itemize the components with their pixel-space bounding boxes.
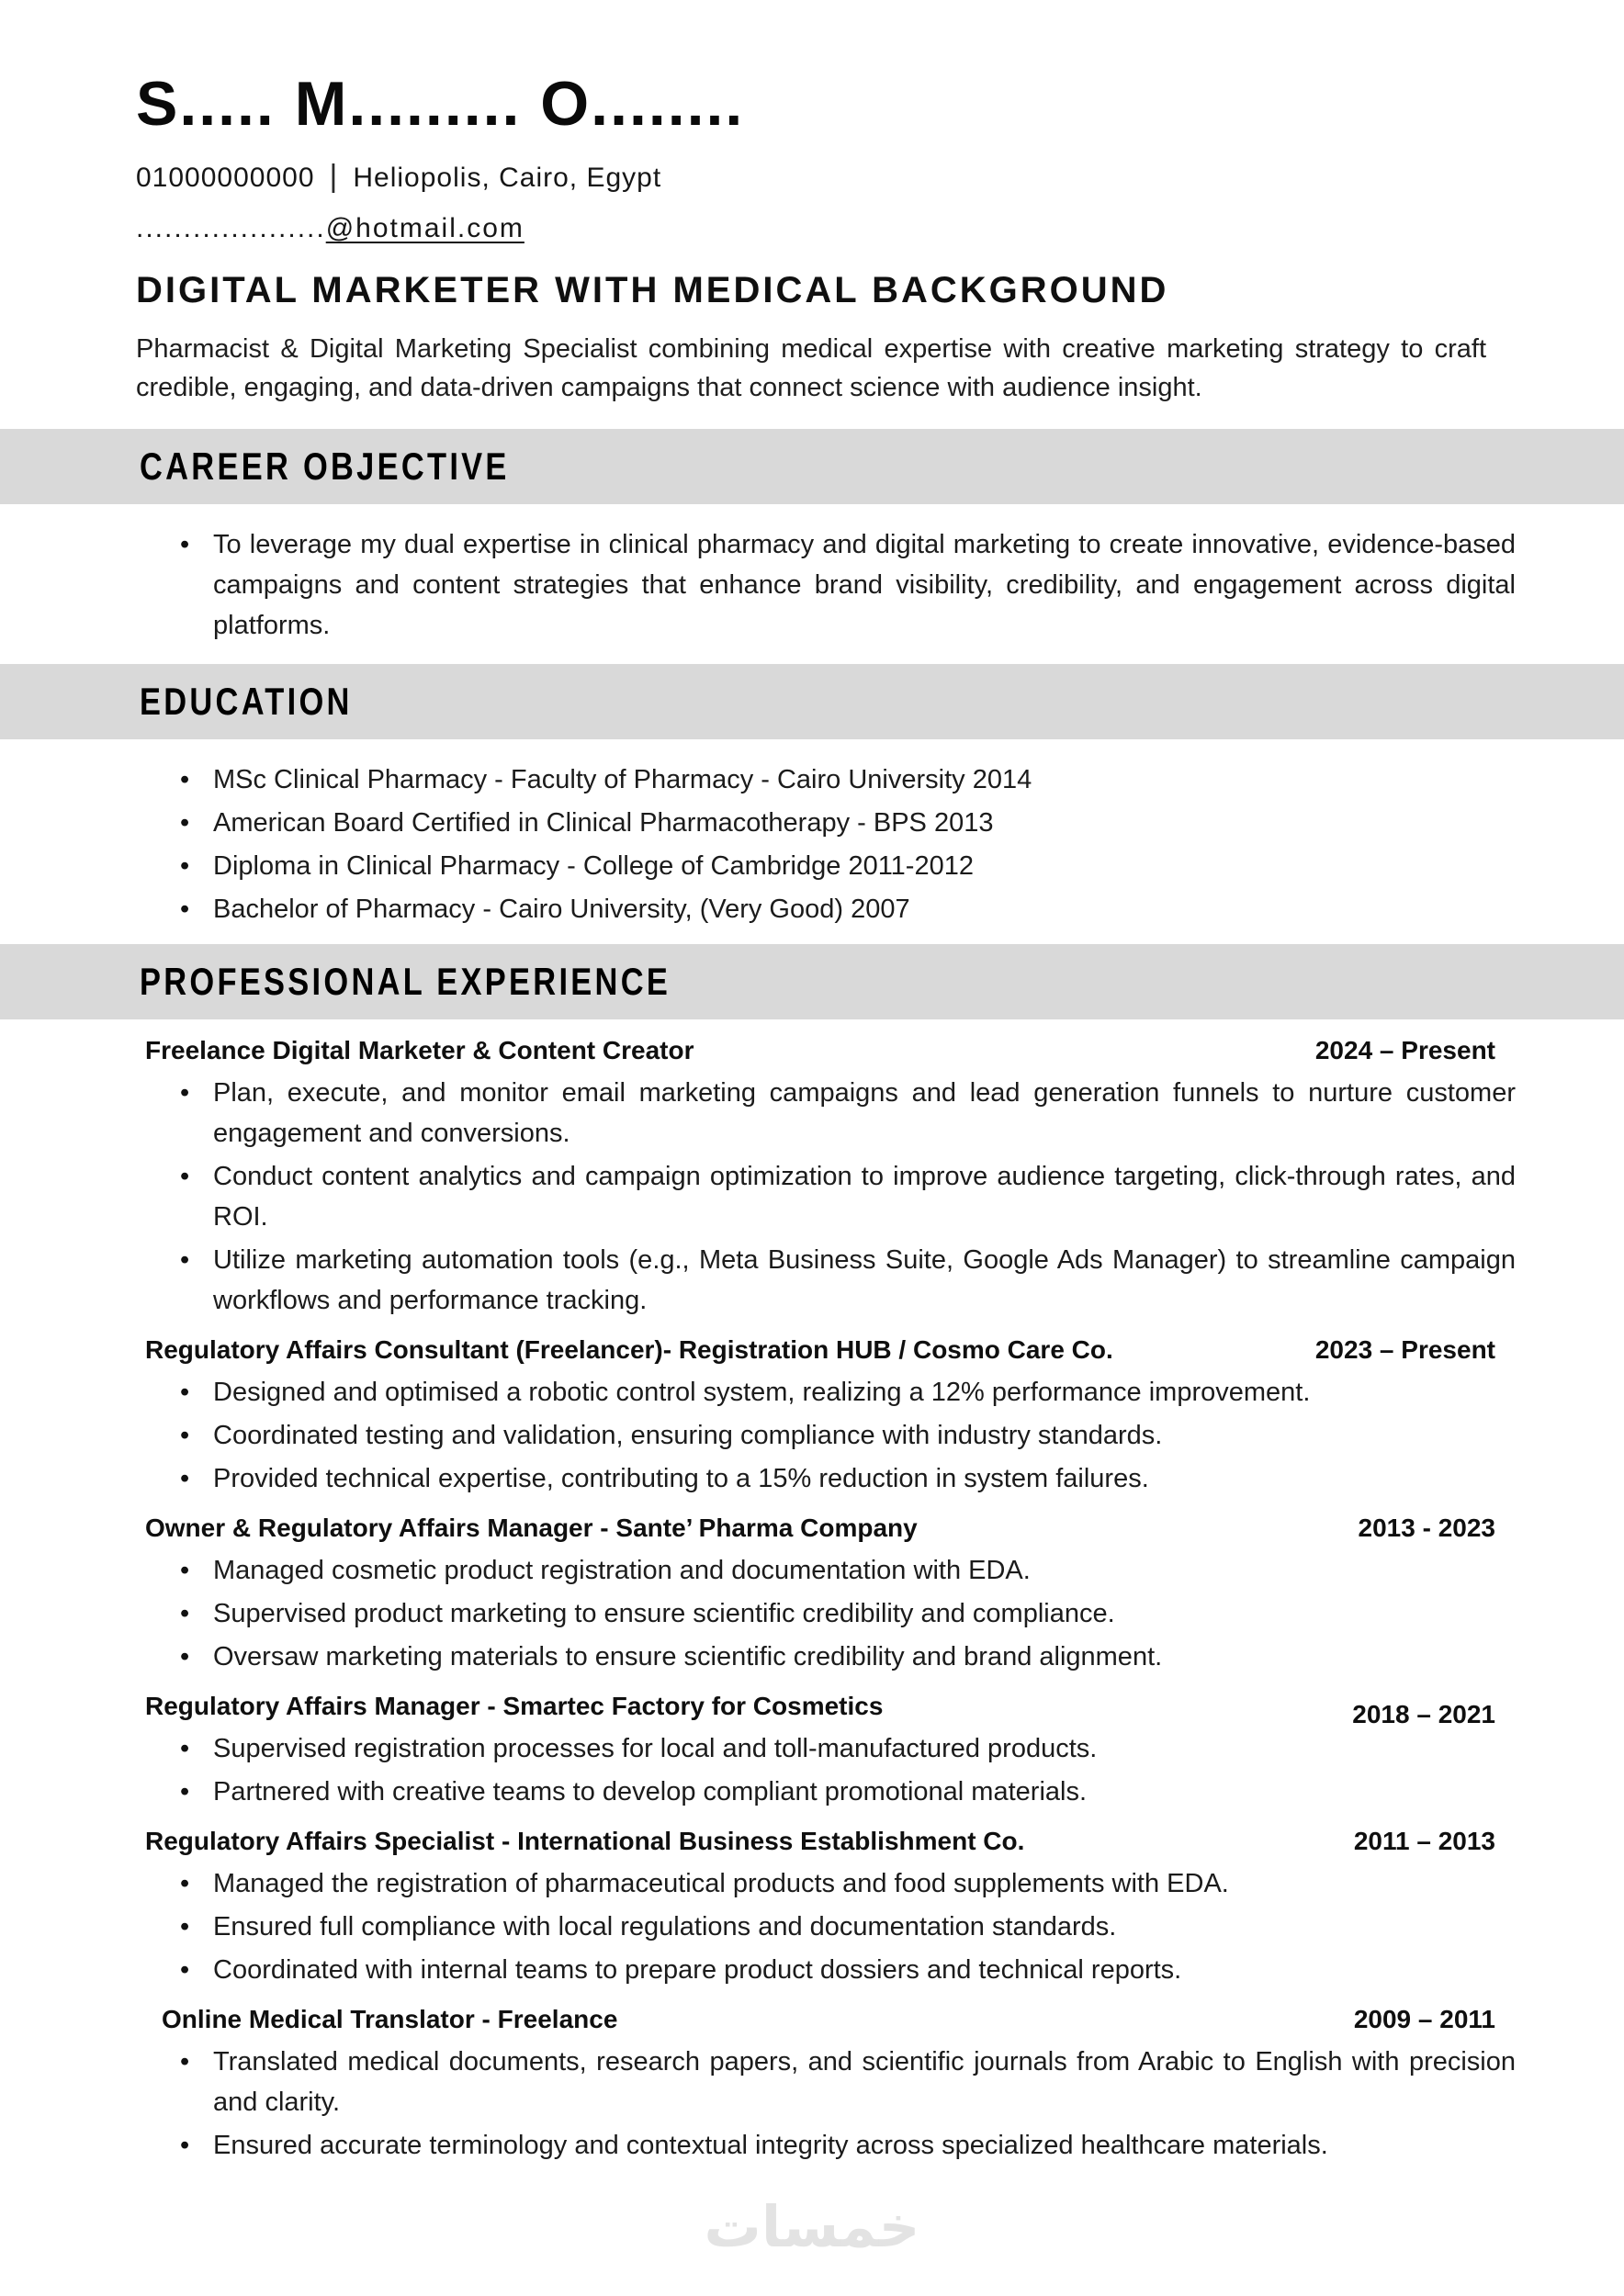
job-bullet-list [0, 1550, 1624, 1677]
job-dates: 2013 - 2023 [1358, 1514, 1495, 1543]
job-entry [0, 1335, 1624, 1499]
job-bullet: • Plan, execute, and monitor email marketing campaigns and lead generation funnels to nurture customer engagement and conversions. [213, 1073, 1516, 1154]
job-header [0, 1514, 1624, 1543]
location-text: Heliopolis, Cairo, Egypt [353, 163, 662, 194]
email-line [136, 213, 1516, 244]
job-bullet-list [0, 1863, 1624, 1990]
job-header [0, 1036, 1624, 1065]
section-title-career-objective: CAREER OBJECTIVE [140, 445, 510, 489]
job-title: Online Medical Translator - Freelance [162, 2005, 618, 2034]
job-bullet: • Supervised registration processes for local and toll-manufactured products. [213, 1728, 1516, 1769]
career-objective-list [0, 524, 1624, 646]
education-item: • MSc Clinical Pharmacy - Faculty of Pharmacy - Cairo University 2014 [213, 760, 1516, 800]
job-dates: 2009 – 2011 [1353, 2005, 1495, 2034]
email-masked-prefix: .................... [136, 213, 326, 244]
job-header [0, 1827, 1624, 1856]
job-bullet-list [0, 1073, 1624, 1321]
section-title-education: EDUCATION [140, 680, 353, 724]
section-banner-professional-experience [0, 944, 1624, 1019]
job-bullet: • Coordinated with internal teams to prepare product dossiers and technical reports. [213, 1950, 1516, 1990]
job-bullet-list [0, 1728, 1624, 1812]
education-item: • American Board Certified in Clinical Pharmacotherapy - BPS 2013 [213, 803, 1516, 843]
job-bullet: • Provided technical expertise, contributing to a 15% reduction in system failures. [213, 1458, 1516, 1499]
experience-jobs [0, 1036, 1624, 2166]
job-bullet-list [0, 2042, 1624, 2166]
job-entry [0, 2005, 1624, 2166]
job-dates: 2011 – 2013 [1353, 1827, 1495, 1856]
job-bullet: • Designed and optimised a robotic control system, realizing a 12% performance improvement. [213, 1372, 1516, 1412]
candidate-name: S..... M......... O........ [136, 69, 745, 139]
job-bullet: • Managed the registration of pharmaceutical products and food supplements with EDA. [213, 1863, 1516, 1904]
section-banner-career-objective [0, 429, 1624, 504]
job-entry [0, 1827, 1624, 1990]
section-title-professional-experience: PROFESSIONAL EXPERIENCE [140, 960, 671, 1004]
job-header [0, 1335, 1624, 1365]
job-bullet: • Managed cosmetic product registration and documentation with EDA. [213, 1550, 1516, 1591]
job-title: Regulatory Affairs Consultant (Freelancer)- Registration HUB / Cosmo Care Co. [145, 1335, 1113, 1365]
job-header [0, 1692, 1624, 1729]
job-title: Regulatory Affairs Specialist - International Business Establishment Co. [145, 1827, 1025, 1856]
job-bullet: • Ensured full compliance with local regulations and documentation standards. [213, 1907, 1516, 1947]
job-dates: 2018 – 2021 [1352, 1700, 1495, 1729]
job-title: Owner & Regulatory Affairs Manager - Sante’ Pharma Company [145, 1514, 918, 1543]
job-title: Regulatory Affairs Manager - Smartec Factory for Cosmetics [145, 1692, 884, 1721]
job-bullet: • Utilize marketing automation tools (e.g., Meta Business Suite, Google Ads Manager) to streamline campaign workflows and performance tracking. [213, 1240, 1516, 1321]
section-banner-education [0, 664, 1624, 739]
job-bullet: • Partnered with creative teams to develop compliant promotional materials. [213, 1772, 1516, 1812]
objective-bullet: • To leverage my dual expertise in clinical pharmacy and digital marketing to create innovative, evidence-based campaigns and content strategies that enhance brand visibility, credibility, and engagement across digital platforms. [213, 524, 1516, 646]
khamsat-watermark: خمسات [704, 2193, 920, 2260]
contact-line [136, 159, 1516, 195]
headline-title: DIGITAL MARKETER WITH MEDICAL BACKGROUND [136, 270, 1169, 311]
summary-paragraph: Pharmacist & Digital Marketing Specialist combining medical expertise with creative marketing strategy to craft credible, engaging, and data-driven campaigns that connect science with audience insight. [136, 334, 1486, 403]
education-item: • Diploma in Clinical Pharmacy - College of Cambridge 2011-2012 [213, 846, 1516, 886]
job-bullet-list [0, 1372, 1624, 1499]
job-bullet: • Ensured accurate terminology and contextual integrity across specialized healthcare materials. [213, 2125, 1516, 2166]
job-entry [0, 1692, 1624, 1812]
job-bullet: • Supervised product marketing to ensure scientific credibility and compliance. [213, 1593, 1516, 1634]
job-bullet: • Oversaw marketing materials to ensure scientific credibility and brand alignment. [213, 1637, 1516, 1677]
job-header [0, 2005, 1624, 2034]
contact-separator: | [329, 159, 339, 195]
job-entry [0, 1036, 1624, 1321]
job-bullet: • Translated medical documents, research papers, and scientific journals from Arabic to English with precision and clarity. [213, 2042, 1516, 2122]
job-dates: 2024 – Present [1314, 1036, 1495, 1065]
job-dates: 2023 – Present [1314, 1335, 1495, 1365]
job-bullet: • Conduct content analytics and campaign optimization to improve audience targeting, click-through rates, and ROI. [213, 1156, 1516, 1237]
resume-header [0, 0, 1624, 407]
job-entry [0, 1514, 1624, 1677]
job-title: Freelance Digital Marketer & Content Creator [145, 1036, 694, 1065]
education-item: • Bachelor of Pharmacy - Cairo University, (Very Good) 2007 [213, 889, 1516, 929]
phone-number: 01000000000 [136, 163, 315, 194]
education-list [0, 760, 1624, 929]
job-bullet: • Coordinated testing and validation, ensuring compliance with industry standards. [213, 1415, 1516, 1456]
email-link[interactable]: @hotmail.com [325, 213, 524, 244]
